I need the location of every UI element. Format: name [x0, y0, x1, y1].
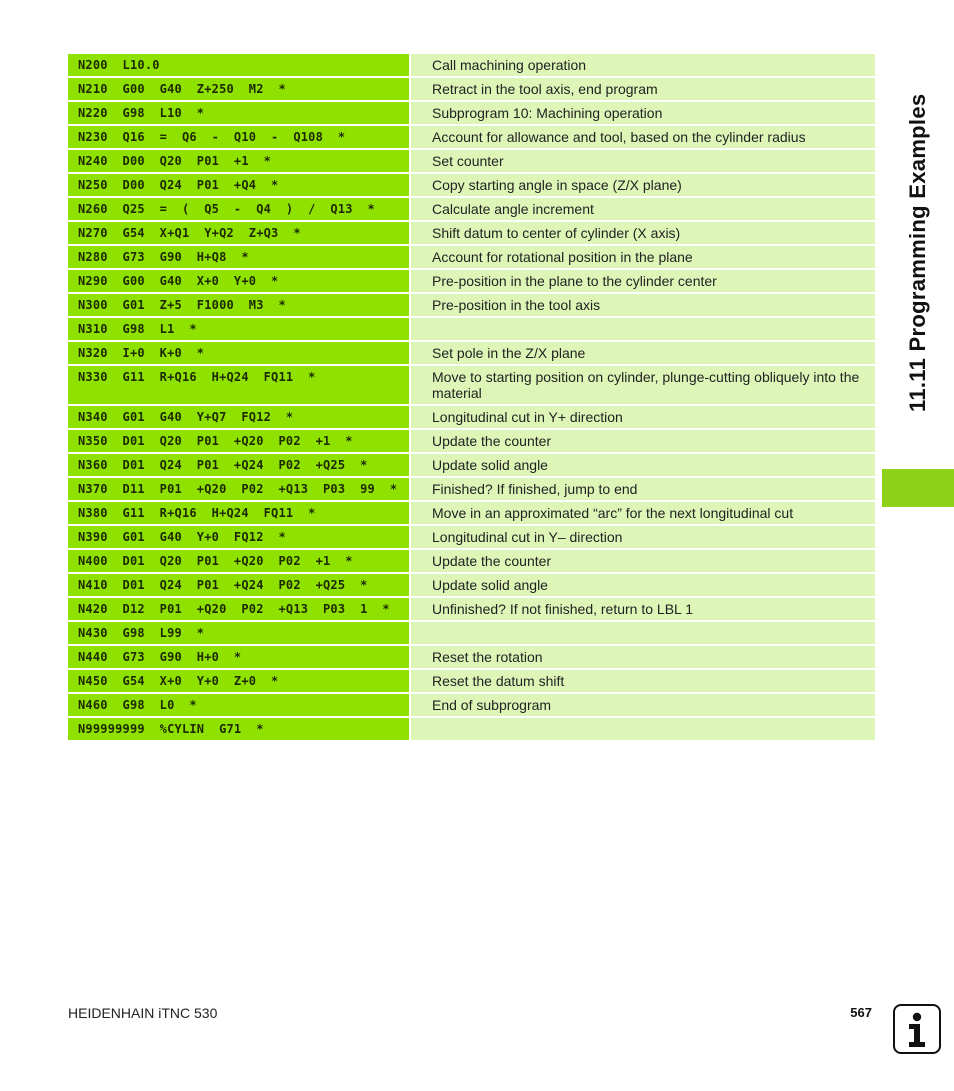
program-row [68, 198, 875, 220]
nc-block-description [411, 622, 875, 644]
nc-block-description: Pre-position in the tool axis [411, 294, 875, 316]
program-row [68, 54, 875, 76]
nc-block-code: N440 G73 G90 H+0 * [68, 646, 409, 668]
nc-block-code: N380 G11 R+Q16 H+Q24 FQ11 * [68, 502, 409, 524]
nc-block-description: End of subprogram [411, 694, 875, 716]
program-row [68, 694, 875, 716]
program-row [68, 670, 875, 692]
section-title-vertical [898, 52, 938, 412]
nc-block-description: Copy starting angle in space (Z/X plane) [411, 174, 875, 196]
nc-block-description: Subprogram 10: Machining operation [411, 102, 875, 124]
nc-block-code: N370 D11 P01 +Q20 P02 +Q13 P03 99 * [68, 478, 409, 500]
program-row [68, 294, 875, 316]
nc-block-description: Update solid angle [411, 454, 875, 476]
program-row [68, 78, 875, 100]
program-row [68, 646, 875, 668]
program-row [68, 126, 875, 148]
nc-block-description: Update solid angle [411, 574, 875, 596]
page-number: 567 [850, 1005, 872, 1020]
nc-block-description: Retract in the tool axis, end program [411, 78, 875, 100]
nc-block-code: N350 D01 Q20 P01 +Q20 P02 +1 * [68, 430, 409, 452]
program-row [68, 526, 875, 548]
nc-block-code: N210 G00 G40 Z+250 M2 * [68, 78, 409, 100]
nc-block-description: Unfinished? If not finished, return to LBL 1 [411, 598, 875, 620]
nc-block-code: N260 Q25 = ( Q5 - Q4 ) / Q13 * [68, 198, 409, 220]
program-row [68, 502, 875, 524]
nc-block-code: N430 G98 L99 * [68, 622, 409, 644]
nc-block-code: N99999999 %CYLIN G71 * [68, 718, 409, 740]
nc-block-description: Longitudinal cut in Y– direction [411, 526, 875, 548]
program-row [68, 270, 875, 292]
program-row [68, 550, 875, 572]
nc-block-code: N240 D00 Q20 P01 +1 * [68, 150, 409, 172]
info-glyph [895, 1006, 939, 1052]
nc-block-description [411, 718, 875, 740]
program-row [68, 318, 875, 340]
program-row [68, 406, 875, 428]
program-row [68, 222, 875, 244]
nc-block-description: Reset the rotation [411, 646, 875, 668]
nc-block-code: N420 D12 P01 +Q20 P02 +Q13 P03 1 * [68, 598, 409, 620]
nc-block-code: N310 G98 L1 * [68, 318, 409, 340]
nc-block-code: N220 G98 L10 * [68, 102, 409, 124]
nc-block-code: N400 D01 Q20 P01 +Q20 P02 +1 * [68, 550, 409, 572]
section-title-text: 11.11 Programming Examples [905, 93, 930, 412]
program-row [68, 622, 875, 644]
program-row [68, 598, 875, 620]
nc-block-description: Account for allowance and tool, based on the cylinder radius [411, 126, 875, 148]
program-listing-table [68, 54, 875, 742]
nc-block-code: N200 L10.0 [68, 54, 409, 76]
program-row [68, 342, 875, 364]
nc-block-description: Update the counter [411, 430, 875, 452]
nc-block-code: N460 G98 L0 * [68, 694, 409, 716]
program-row [68, 574, 875, 596]
nc-block-description: Set counter [411, 150, 875, 172]
nc-block-description: Pre-position in the plane to the cylinder center [411, 270, 875, 292]
nc-block-description: Move in an approximated “arc” for the next longitudinal cut [411, 502, 875, 524]
nc-block-code: N230 Q16 = Q6 - Q10 - Q108 * [68, 126, 409, 148]
program-row [68, 454, 875, 476]
program-row [68, 102, 875, 124]
nc-block-description: Set pole in the Z/X plane [411, 342, 875, 364]
program-row [68, 718, 875, 740]
nc-block-code: N290 G00 G40 X+0 Y+0 * [68, 270, 409, 292]
footer-product-name: HEIDENHAIN iTNC 530 [68, 1005, 218, 1021]
nc-block-description: Shift datum to center of cylinder (X axis) [411, 222, 875, 244]
info-icon [893, 1004, 941, 1054]
nc-block-code: N270 G54 X+Q1 Y+Q2 Z+Q3 * [68, 222, 409, 244]
nc-block-description: Calculate angle increment [411, 198, 875, 220]
program-row [68, 430, 875, 452]
nc-block-description [411, 318, 875, 340]
nc-block-description: Update the counter [411, 550, 875, 572]
nc-block-description: Account for rotational position in the plane [411, 246, 875, 268]
nc-block-code: N360 D01 Q24 P01 +Q24 P02 +Q25 * [68, 454, 409, 476]
program-row [68, 174, 875, 196]
nc-block-description: Reset the datum shift [411, 670, 875, 692]
nc-block-code: N320 I+0 K+0 * [68, 342, 409, 364]
nc-block-code: N280 G73 G90 H+Q8 * [68, 246, 409, 268]
program-row [68, 246, 875, 268]
nc-block-code: N300 G01 Z+5 F1000 M3 * [68, 294, 409, 316]
nc-block-code: N250 D00 Q24 P01 +Q4 * [68, 174, 409, 196]
nc-block-code: N450 G54 X+0 Y+0 Z+0 * [68, 670, 409, 692]
nc-block-code: N330 G11 R+Q16 H+Q24 FQ11 * [68, 366, 409, 404]
program-row [68, 478, 875, 500]
nc-block-code: N390 G01 G40 Y+0 FQ12 * [68, 526, 409, 548]
program-row [68, 366, 875, 404]
nc-block-code: N410 D01 Q24 P01 +Q24 P02 +Q25 * [68, 574, 409, 596]
chapter-thumb-tab [882, 469, 954, 507]
nc-block-description: Move to starting position on cylinder, plunge-cutting obliquely into the material [411, 366, 875, 404]
nc-block-description: Longitudinal cut in Y+ direction [411, 406, 875, 428]
program-row [68, 150, 875, 172]
nc-block-code: N340 G01 G40 Y+Q7 FQ12 * [68, 406, 409, 428]
nc-block-description: Finished? If finished, jump to end [411, 478, 875, 500]
nc-block-description: Call machining operation [411, 54, 875, 76]
